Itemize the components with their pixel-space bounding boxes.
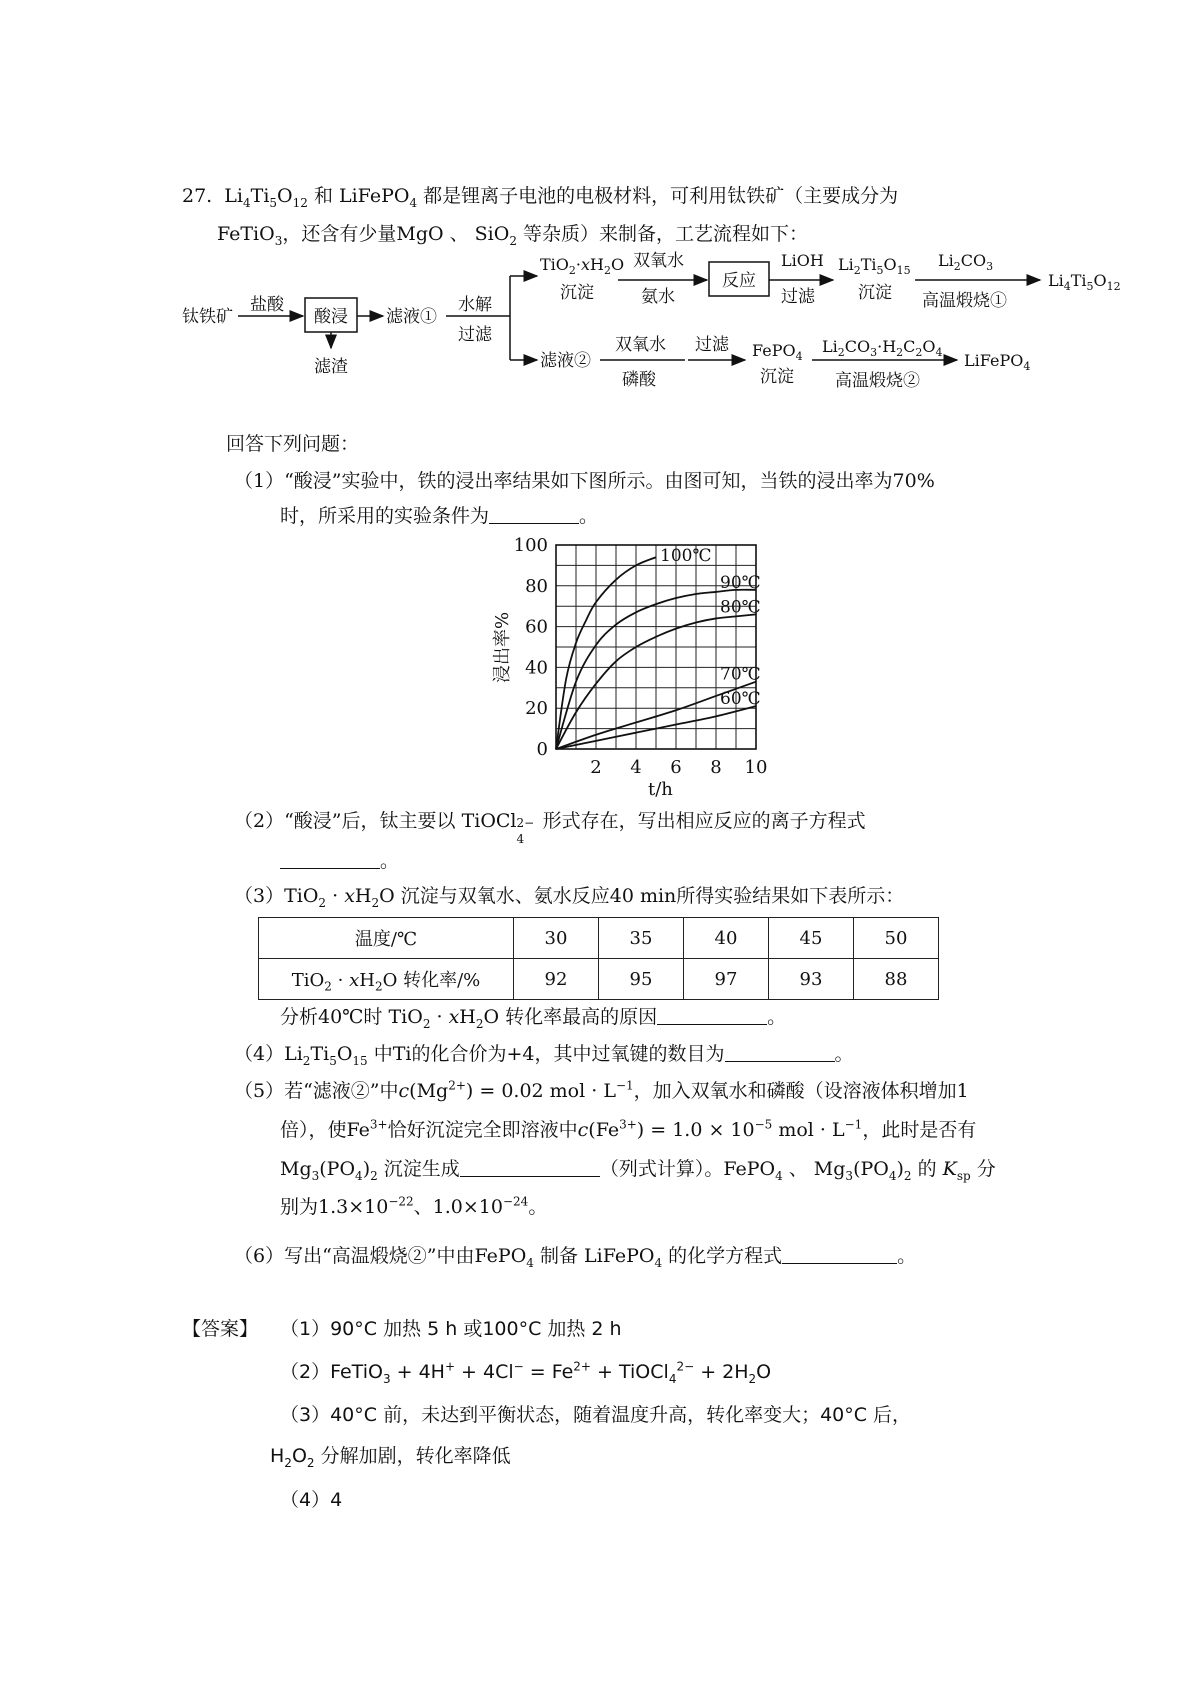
- y-tick-label: 100: [513, 535, 548, 556]
- q3-line1: $(3)TiO_2 \cdot xH_2O$ 沉淀与双氧水、氨水反应40 min所得实验结果如下表所示：: [234, 885, 905, 910]
- residue-label: 滤渣: [314, 357, 348, 377]
- q2-answer-blank[interactable]: [280, 850, 380, 869]
- svg-text:FePO4: FePO$_4$: [752, 341, 803, 363]
- q5-line3: $Mg_3(PO_4)_2$ 沉淀生成 （列式计算）。FePO$_4$ 、 $Mg_3(PO_4)_2$ 的 $K_{sp}$ 分: [280, 1158, 996, 1183]
- process-flow-diagram: [0, 240, 1200, 390]
- filter-label-1: 过滤: [458, 325, 492, 345]
- table-row: [259, 918, 939, 959]
- q5-line2: 倍），使$Fe^{3+}$恰好沉淀完全即溶液中$c(Fe^{3+}) = 1.0 \times 10^{-5}$ mol · $L^{-1}$，此时是否有: [280, 1117, 977, 1141]
- calcine1-label: 高温煅烧①: [922, 291, 1007, 311]
- q5-line1: （5）若“滤液②”中$c(Mg^{2+}) = 0.02$ mol · $L^{-1}$，加入双氧水和磷酸（设溶液体积增加1: [234, 1078, 969, 1102]
- x-tick-label: 8: [710, 757, 722, 778]
- svg-text:Li2CO3: $Li_2CO_3$: [938, 251, 994, 273]
- q5-answer-blank[interactable]: [460, 1158, 600, 1177]
- table-cell: 45: [769, 918, 854, 959]
- question-intro-line1: 27. $Li_4Ti_5O_{12}$ 和 LiFePO$_4$ 都是锂离子电池的电极材料，可利用钛铁矿（主要成分为: [182, 185, 899, 210]
- q3-analysis: 分析40℃时 $TiO_2 \cdot xH_2O$ 转化率最高的原因 。: [280, 1006, 787, 1031]
- filter-label-2: 过滤: [781, 287, 815, 307]
- answer-4: （4）4: [280, 1489, 343, 1511]
- svg-text:Li4Ti5O12: $Li_4Ti_5O_{12}$: [1048, 271, 1121, 293]
- table-cell: $TiO_2 \cdot xH_2O$ 转化率/%: [259, 959, 514, 1000]
- table-cell: 35: [599, 918, 684, 959]
- q2-line2: 。: [280, 848, 399, 874]
- q5-line4: 别为$1.3\times 10^{-22}$、$1.0\times 10^{-24}$。: [280, 1194, 548, 1218]
- filtrate2-label: 滤液②: [540, 351, 591, 371]
- question-number: 27.: [182, 185, 213, 207]
- answer-intro: 回答下列问题：: [226, 433, 360, 455]
- table-cell: 95: [599, 959, 684, 1000]
- answer-2: （2）FeTiO$_3$ + $4H^+ + 4Cl^- = Fe^{2+}$ + TiOCl$_4^{2-}$ + $2H_2O$: [280, 1359, 772, 1386]
- leach-label: 酸浸: [314, 307, 348, 327]
- answer-label: 【答案】: [182, 1318, 259, 1340]
- lioh-label: LiOH: [781, 251, 824, 270]
- answer-3-line1: （3）40°C 前，未达到平衡状态，随着温度升高，转化率变大；40°C 后，: [280, 1404, 912, 1426]
- answer-3-line2: $H_2O_2$ 分解加剧，转化率降低: [270, 1445, 511, 1470]
- precipitate-label-3: 沉淀: [760, 367, 794, 387]
- precipitate-label-2: 沉淀: [858, 283, 892, 303]
- filter-label-3: 过滤: [695, 335, 729, 355]
- svg-text:Li2CO3·H2C2O4: $Li_2CO_3\cdot H_2C_2O_4$: [822, 337, 943, 359]
- filtrate1-label: 滤液①: [386, 307, 437, 327]
- svg-text:LiFePO4: LiFePO$_4$: [964, 351, 1031, 373]
- table-cell: 97: [684, 959, 769, 1000]
- conversion-table: [258, 917, 939, 1000]
- q1-answer-blank[interactable]: [489, 505, 579, 524]
- x-tick-label: 2: [590, 757, 602, 778]
- series-label-0: 100℃: [660, 546, 712, 567]
- q1-line2: 时，所采用的实验条件为 。: [280, 505, 599, 527]
- leach-rate-chart: [480, 535, 800, 800]
- svg-text:TiO2·xH2O: $TiO_2\cdot xH_2O$: [540, 255, 625, 277]
- y-tick-label: 40: [525, 657, 548, 679]
- table-cell: 30: [514, 918, 599, 959]
- y-tick-label: 0: [536, 739, 548, 760]
- y-tick-label: 20: [525, 698, 548, 720]
- table-cell: 50: [854, 918, 939, 959]
- table-cell: 40: [684, 918, 769, 959]
- y-tick-label: 80: [525, 575, 548, 597]
- series-label-2: 80℃: [720, 597, 761, 618]
- hcl-label: 盐酸: [250, 295, 284, 315]
- series-label-3: 70℃: [720, 664, 761, 685]
- precipitate-label-1: 沉淀: [560, 283, 594, 303]
- series-label-4: 60℃: [720, 689, 761, 710]
- table-cell: 92: [514, 959, 599, 1000]
- x-axis-label: t/h: [648, 779, 673, 800]
- answer-1: （1）90°C 加热 5 h 或100°C 加热 2 h: [280, 1318, 622, 1340]
- h2o2-label-1: 双氧水: [633, 251, 684, 271]
- q4-answer-blank[interactable]: [725, 1043, 835, 1062]
- x-tick-label: 4: [630, 757, 642, 778]
- svg-text:Li2Ti5O15: $Li_2Ti_5O_{15}$: [838, 255, 911, 277]
- q1-line1: （1）“酸浸”实验中，铁的浸出率结果如下图所示。由图可知，当铁的浸出率为70%: [234, 470, 935, 492]
- q2-line1: （2）“酸浸”后，钛主要以 TiOCl 2− 4 形式存在，写出相应反应的离子方程式: [234, 810, 866, 846]
- react-label: 反应: [722, 271, 756, 291]
- h2o2-label-2: 双氧水: [615, 335, 666, 355]
- table-row: [259, 959, 939, 1000]
- table-cell: 88: [854, 959, 939, 1000]
- question-intro-line2: FeTiO$_3$，还含有少量MgO 、 SiO$_2$ 等杂质）来制备，工艺流程如下：: [217, 223, 809, 248]
- q6-line: （6）写出“高温煅烧②”中由FePO$_4$ 制备 LiFePO$_4$ 的化学方程式 。: [234, 1245, 917, 1270]
- calcine2-label: 高温煅烧②: [835, 371, 920, 391]
- ammonia-label: 氨水: [641, 287, 675, 307]
- q3-answer-blank[interactable]: [657, 1006, 767, 1025]
- table-cell: 温度/℃: [259, 918, 514, 959]
- x-tick-label: 10: [744, 757, 768, 778]
- phosphoric-label: 磷酸: [622, 370, 656, 390]
- y-tick-label: 60: [525, 616, 548, 638]
- x-tick-label: 6: [670, 757, 682, 778]
- ore-label: 钛铁矿: [182, 307, 233, 327]
- q6-answer-blank[interactable]: [782, 1245, 897, 1264]
- q4-line: $(4)Li_2Ti_5O_{15}$ 中Ti的化合价为+4，其中过氧键的数目为 。: [234, 1043, 854, 1068]
- hydrolysis-label: 水解: [458, 295, 492, 315]
- table-cell: 93: [769, 959, 854, 1000]
- series-label-1: 90℃: [720, 572, 761, 593]
- y-axis-label: 浸出率%: [492, 611, 513, 683]
